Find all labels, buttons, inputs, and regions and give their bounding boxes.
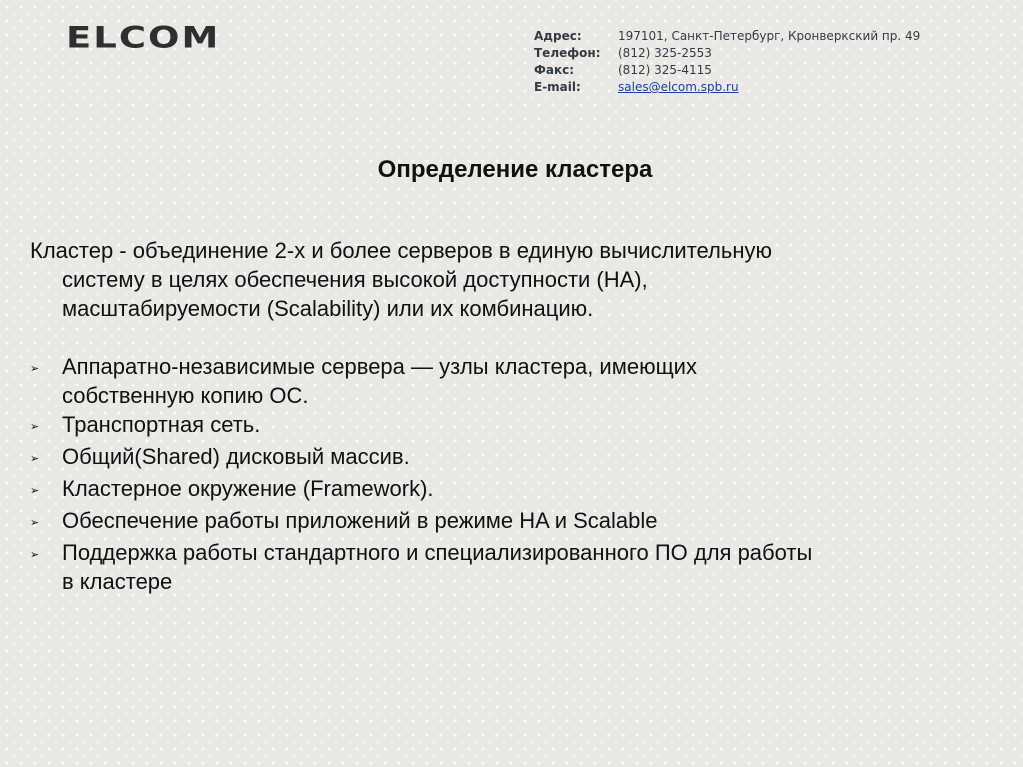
contact-row-phone — [534, 45, 920, 62]
contact-row-email — [534, 79, 920, 96]
bullet-text: Кластерное окружение (Framework). — [62, 476, 434, 501]
address-value: 197101, Санкт-Петербург, Кронверкский пр. 49 — [618, 29, 921, 43]
bullet-list — [30, 352, 970, 596]
list-item — [30, 442, 970, 474]
list-item — [30, 352, 970, 410]
contact-row-address — [534, 28, 920, 45]
bullet-text: Обеспечение работы приложений в режиме HA и Scalable — [62, 508, 658, 533]
fax-label: Факс: — [534, 63, 575, 77]
arrow-bullet-icon: ➢ — [30, 485, 40, 497]
address-label: Адрес: — [534, 29, 582, 43]
bullet-text: Поддержка работы стандартного и специализированного ПО для работы — [62, 540, 813, 565]
bullet-text: Транспортная сеть. — [62, 412, 261, 437]
contact-row-fax — [534, 62, 920, 79]
list-item — [30, 538, 970, 596]
phone-label: Телефон: — [534, 46, 601, 60]
intro-line: масштабируемости (Scalability) или их комбинацию. — [62, 296, 594, 321]
bullet-text: в кластере — [62, 569, 173, 594]
fax-value: (812) 325-4115 — [618, 63, 712, 77]
intro-line: Кластер - объединение 2-х и более серверов в единую вычислительную — [30, 238, 773, 263]
list-item — [30, 410, 970, 442]
arrow-bullet-icon: ➢ — [30, 549, 40, 561]
email-link[interactable]: sales@elcom.spb.ru — [618, 80, 739, 94]
slide-title: Определение кластера — [377, 156, 653, 183]
phone-value: (812) 325-2553 — [618, 46, 712, 60]
intro-line: систему в целях обеспечения высокой доступности (HA), — [62, 267, 648, 292]
intro-paragraph — [30, 236, 930, 323]
contact-info — [534, 28, 920, 96]
list-item — [30, 506, 970, 538]
bullet-text: Общий(Shared) дисковый массив. — [62, 444, 410, 469]
elcom-logo: ELCOM — [66, 20, 221, 55]
arrow-bullet-icon: ➢ — [30, 453, 40, 465]
email-label: E-mail: — [534, 80, 581, 94]
bullet-text: Аппаратно-независимые сервера — узлы кластера, имеющих — [62, 354, 697, 379]
bullet-text: собственную копию ОС. — [62, 383, 309, 408]
list-item — [30, 474, 970, 506]
arrow-bullet-icon: ➢ — [30, 363, 40, 375]
arrow-bullet-icon: ➢ — [30, 517, 40, 529]
arrow-bullet-icon: ➢ — [30, 421, 40, 433]
